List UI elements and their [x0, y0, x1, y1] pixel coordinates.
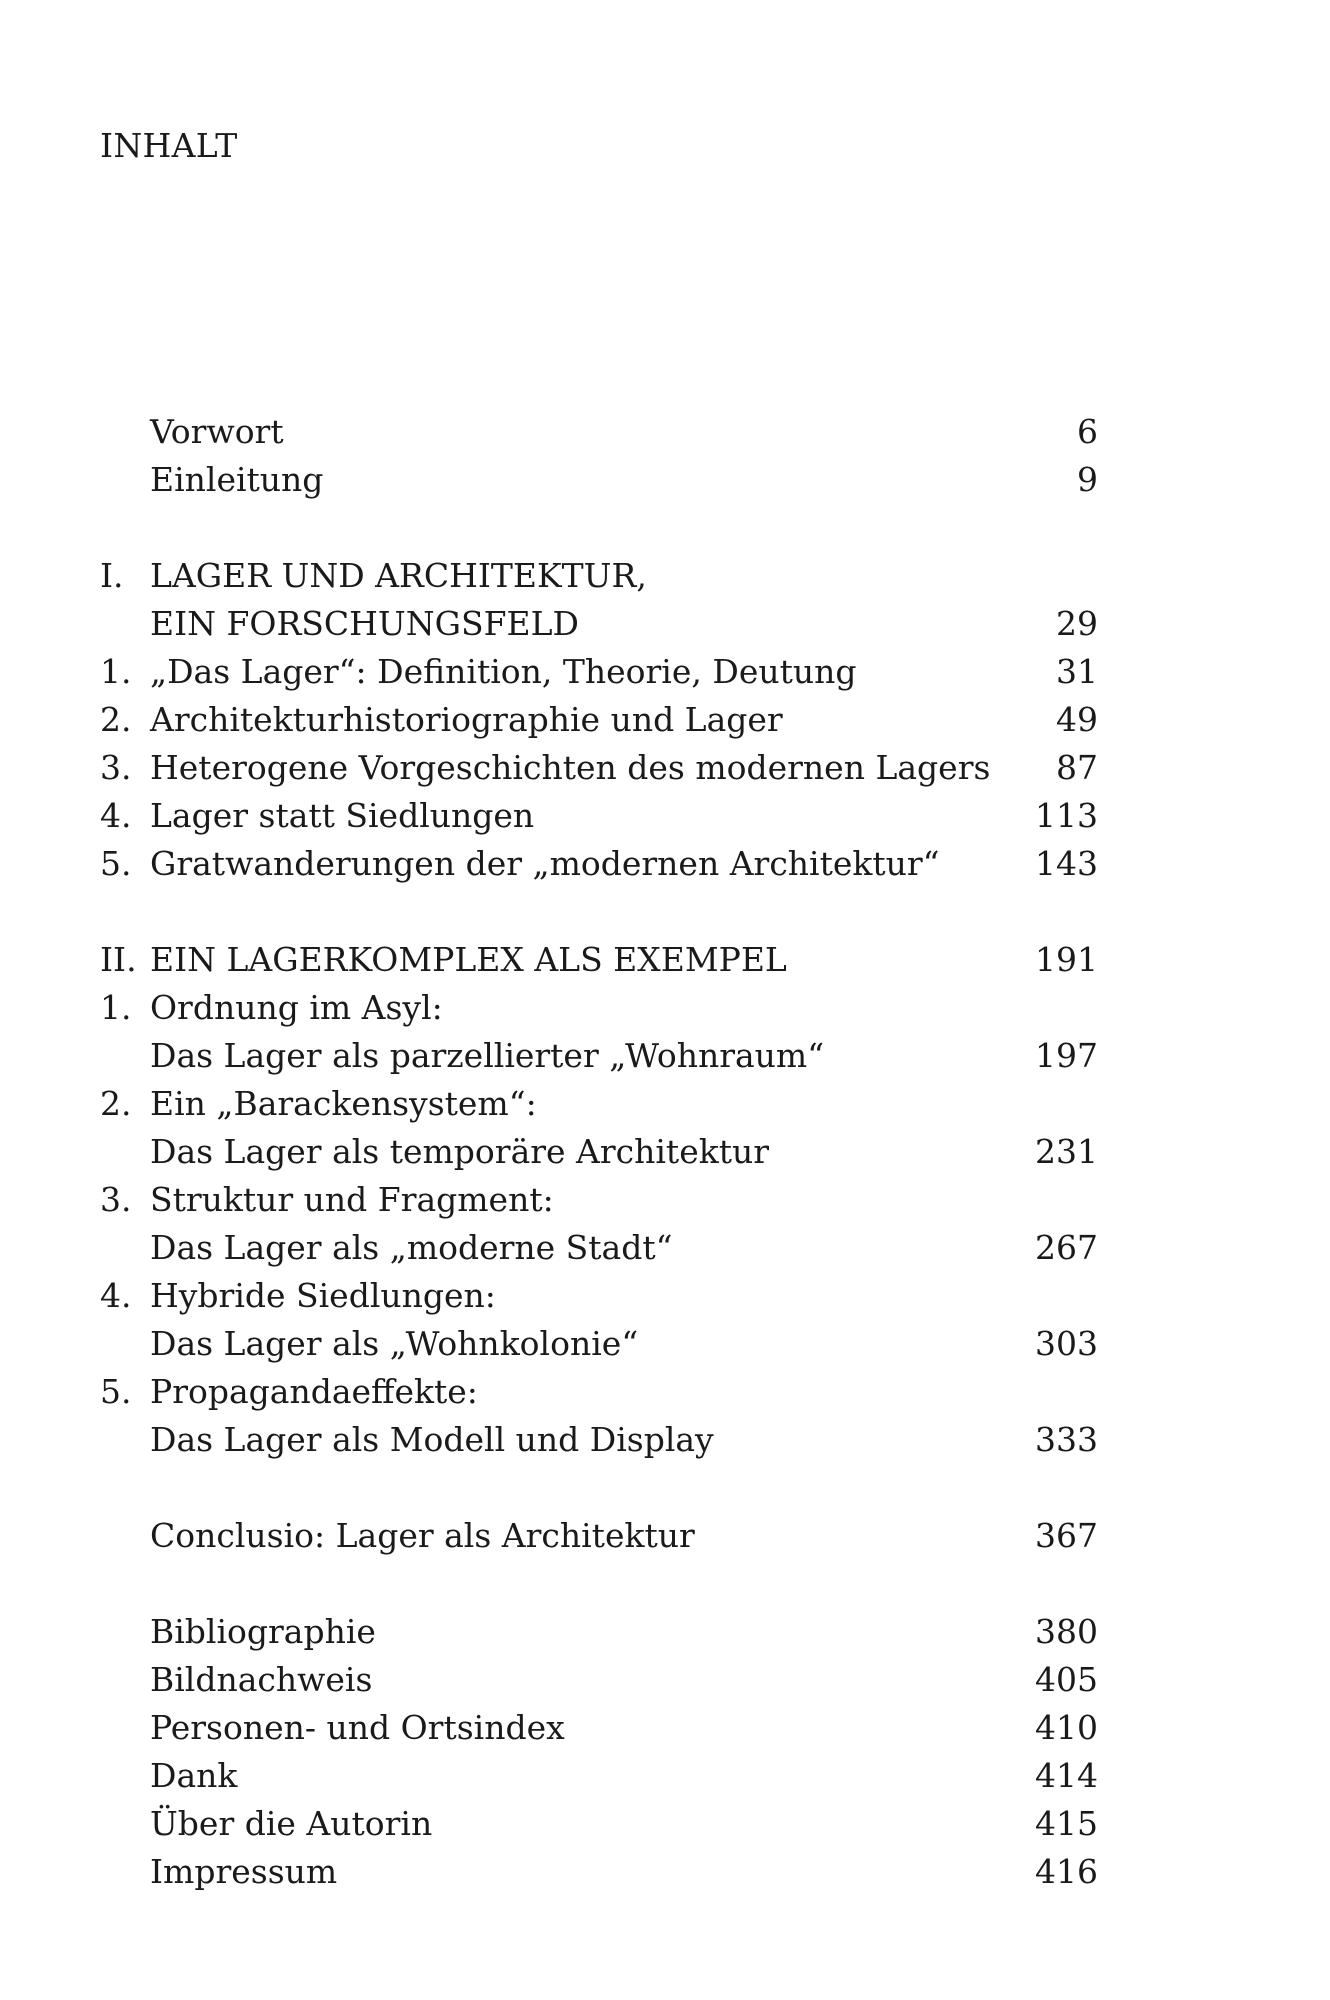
toc-entry-title: Einleitung	[150, 460, 324, 499]
toc-entry-number: 1.	[100, 988, 132, 1027]
toc-entry[interactable]	[100, 1848, 1098, 1896]
toc-entry-number: 3.	[100, 1180, 132, 1219]
toc-entry-title: Lager statt Siedlungen	[150, 796, 535, 835]
toc-entry-title: Das Lager als „Wohnkolonie“	[150, 1324, 639, 1363]
toc-entry[interactable]	[100, 744, 1098, 792]
toc-entry-page-number: 367	[1035, 1516, 1098, 1555]
toc-entry-page-number: 415	[1035, 1804, 1098, 1843]
toc-entry-title: Über die Autorin	[150, 1804, 433, 1843]
toc-entry-page-number: 191	[1035, 940, 1098, 979]
toc-entry-page-number: 143	[1035, 844, 1098, 883]
toc-entry-title: Bibliographie	[150, 1612, 376, 1651]
toc-entry-number: 5.	[100, 1372, 132, 1411]
toc-entry-page-number: 9	[1077, 460, 1098, 499]
toc-entry[interactable]	[100, 648, 1098, 696]
toc-entry[interactable]	[100, 1320, 1098, 1368]
toc-entry[interactable]	[100, 1608, 1098, 1656]
toc-entry-title: Gratwanderungen der „modernen Architektur“	[150, 844, 940, 883]
toc-entry[interactable]	[100, 696, 1098, 744]
toc-entry-title: Hybride Siedlungen:	[150, 1276, 496, 1315]
toc-entry[interactable]	[100, 1704, 1098, 1752]
toc-entry-page-number: 49	[1056, 700, 1098, 739]
toc-entry-page-number: 267	[1035, 1228, 1098, 1267]
toc-entry-title: LAGER UND ARCHITEKTUR,	[150, 556, 647, 595]
toc-entry[interactable]	[100, 1416, 1098, 1464]
toc-entry-title: „Das Lager“: Definition, Theorie, Deutung	[150, 652, 857, 691]
toc-entry-page-number: 405	[1035, 1660, 1098, 1699]
toc-entry-number: 3.	[100, 748, 132, 787]
toc-entry[interactable]	[100, 456, 1098, 504]
toc-entry-page-number: 31	[1056, 652, 1098, 691]
toc-entry[interactable]	[100, 840, 1098, 888]
toc-entry[interactable]	[100, 1176, 1098, 1224]
toc-entry-page-number: 6	[1077, 412, 1098, 451]
toc-entry-page-number: 410	[1035, 1708, 1098, 1747]
section-gap	[100, 1464, 1098, 1512]
toc-entry[interactable]	[100, 1512, 1098, 1560]
toc-entry-number: 2.	[100, 700, 132, 739]
toc-entry[interactable]	[100, 936, 1098, 984]
table-of-contents	[100, 408, 1098, 1896]
toc-entry-title: Das Lager als temporäre Architektur	[150, 1132, 770, 1171]
toc-entry[interactable]	[100, 552, 1098, 600]
toc-entry-title: Architekturhistoriographie und Lager	[150, 700, 783, 739]
toc-entry[interactable]	[100, 1080, 1098, 1128]
toc-entry[interactable]	[100, 1128, 1098, 1176]
toc-entry-number: 1.	[100, 652, 132, 691]
toc-entry-title: Ordnung im Asyl:	[150, 988, 443, 1027]
section-gap	[100, 504, 1098, 552]
toc-entry-title: Personen- und Ortsindex	[150, 1708, 565, 1747]
toc-entry-title: Das Lager als Modell und Display	[150, 1420, 714, 1459]
toc-entry-page-number: 303	[1035, 1324, 1098, 1363]
toc-entry-title: EIN LAGERKOMPLEX ALS EXEMPEL	[150, 940, 787, 979]
toc-entry-page-number: 113	[1035, 796, 1098, 835]
toc-entry-page-number: 87	[1056, 748, 1098, 787]
toc-entry-title: Heterogene Vorgeschichten des modernen Lagers	[150, 748, 991, 787]
toc-entry-title: EIN FORSCHUNGSFELD	[150, 604, 579, 643]
page-title: INHALT	[100, 126, 238, 165]
toc-entry-number: 5.	[100, 844, 132, 883]
toc-entry[interactable]	[100, 1368, 1098, 1416]
toc-entry[interactable]	[100, 408, 1098, 456]
toc-entry-title: Propagandaeffekte:	[150, 1372, 478, 1411]
toc-entry-number: 4.	[100, 1276, 132, 1315]
toc-entry-page-number: 197	[1035, 1036, 1098, 1075]
toc-entry-title: Struktur und Fragment:	[150, 1180, 554, 1219]
toc-entry-title: Impressum	[150, 1852, 338, 1891]
toc-entry-number: I.	[100, 556, 124, 595]
toc-entry-title: Das Lager als „moderne Stadt“	[150, 1228, 673, 1267]
toc-entry-title: Dank	[150, 1756, 238, 1795]
toc-entry-title: Vorwort	[150, 412, 284, 451]
toc-entry[interactable]	[100, 1032, 1098, 1080]
toc-entry-page-number: 231	[1035, 1132, 1098, 1171]
toc-entry[interactable]	[100, 984, 1098, 1032]
toc-entry[interactable]	[100, 792, 1098, 840]
toc-entry-number: II.	[100, 940, 137, 979]
toc-entry-title: Bildnachweis	[150, 1660, 373, 1699]
toc-entry[interactable]	[100, 1752, 1098, 1800]
toc-entry-title: Ein „Barackensystem“:	[150, 1084, 537, 1123]
toc-entry[interactable]	[100, 600, 1098, 648]
toc-entry[interactable]	[100, 1224, 1098, 1272]
toc-entry[interactable]	[100, 1272, 1098, 1320]
toc-entry-page-number: 380	[1035, 1612, 1098, 1651]
toc-entry[interactable]	[100, 1656, 1098, 1704]
toc-entry-page-number: 416	[1035, 1852, 1098, 1891]
toc-entry-number: 2.	[100, 1084, 132, 1123]
toc-entry-title: Conclusio: Lager als Architektur	[150, 1516, 695, 1555]
toc-entry[interactable]	[100, 1800, 1098, 1848]
toc-entry-page-number: 333	[1035, 1420, 1098, 1459]
toc-entry-page-number: 29	[1056, 604, 1098, 643]
toc-entry-page-number: 414	[1035, 1756, 1098, 1795]
toc-entry-number: 4.	[100, 796, 132, 835]
section-gap	[100, 888, 1098, 936]
toc-entry-title: Das Lager als parzellierter „Wohnraum“	[150, 1036, 825, 1075]
section-gap	[100, 1560, 1098, 1608]
